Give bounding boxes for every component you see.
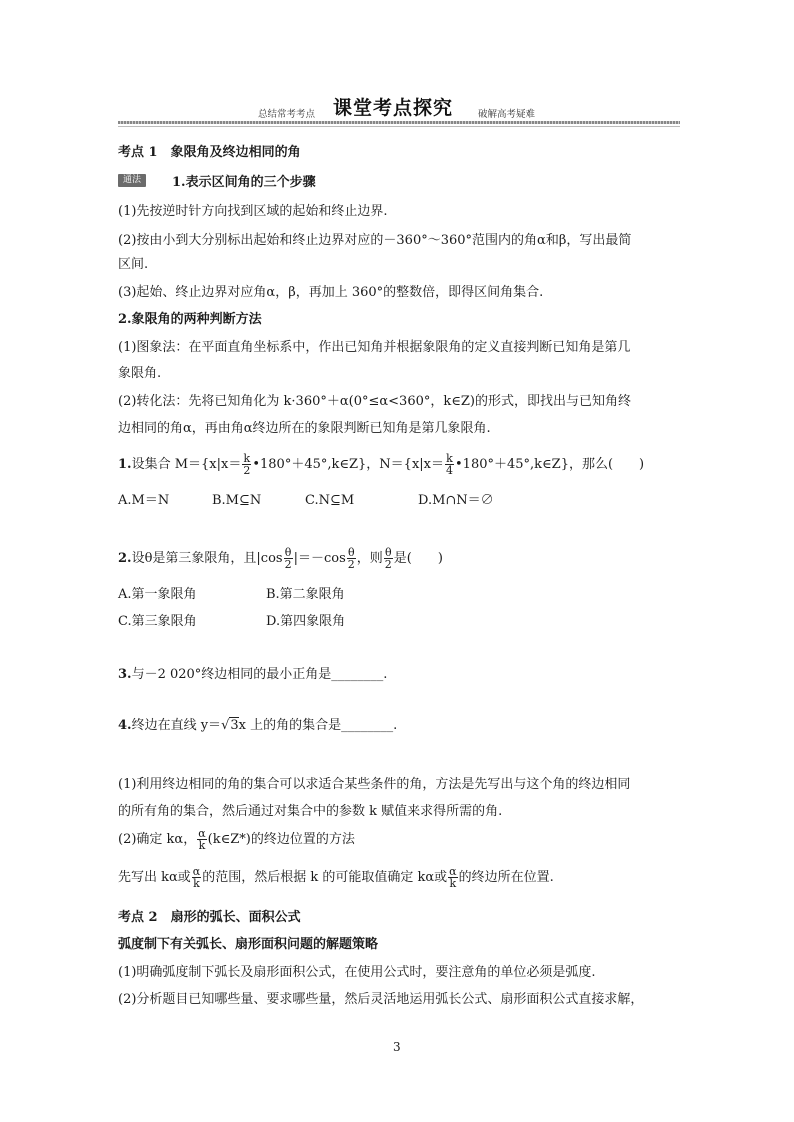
option-a[interactable]: A.M＝N [118,493,170,508]
sqrt-radicand: 3 [230,718,239,733]
fraction [197,828,206,851]
paragraph: (2)按由小到大分别标出起始和终止边界对应的－360°～360°范围内的角α和β，写出最简 [118,233,632,248]
section-title-kd2: 考点 2 扇形的弧长、面积公式 [118,910,301,925]
paragraph-text: 的范围，然后根据 k 的可能取值确定 kα或 [202,870,448,885]
paragraph: 区间. [118,257,149,272]
paragraph: 象限角. [118,366,162,381]
paragraph: (1)利用终边相同的角的集合可以求适合某些条件的角，方法是先写出与这个角的终边相同 [118,777,631,792]
option-d[interactable]: D.M∩N＝∅ [418,493,494,508]
option-b[interactable]: B.第二象限角 [266,587,345,602]
fraction [192,866,201,889]
question-text: |＝－cos [293,551,346,566]
question-text: 终边在直线 y＝ [131,718,222,733]
fraction-denominator: 4 [446,464,453,477]
question-text: x 上的角的集合是________. [238,718,398,733]
question-2 [118,547,443,571]
option-a[interactable]: A.第一象限角 [118,587,197,602]
paragraph: (1)明确弧度制下弧长及扇形面积公式，在使用公式时，要注意角的单位必须是弧度. [118,965,596,980]
paragraph-text: (2)确定 kα， [118,832,197,847]
fraction [448,866,457,889]
fraction-numerator: k [243,452,251,465]
option-b[interactable]: B.M⊆N [212,493,262,508]
sqrt-symbol: √ [221,718,230,733]
paragraph-text: 先写出 kα或 [118,870,191,885]
fraction-denominator: 2 [243,464,251,477]
fraction [384,547,393,570]
subsection-title-1: 1.表示区间角的三个步骤 [172,175,316,190]
header-right-tagline: 破解高考疑难 [478,109,536,120]
question-4 [118,717,397,735]
subsection-title: 弧度制下有关弧长、扇形面积问题的解题策略 [118,937,379,952]
question-number: 1. [118,457,132,472]
header-title: 课堂考点探究 [333,97,454,119]
fraction [347,547,356,570]
question-1 [118,453,644,477]
option-c[interactable]: C.N⊆M [305,493,355,508]
question-text: 与－2 020°终边相同的最小正角是________. [131,667,388,682]
question-text: 是( ) [393,551,443,566]
option-d[interactable]: D.第四象限角 [266,614,346,629]
paragraph: (1)图象法：在平面直角坐标系中，作出已知角并根据象限角的定义直接判断已知角是第几 [118,340,631,355]
paragraph: (2)转化法：先将已知角化为 k·360°＋α(0°≤α<360°，k∈Z)的形式，即找出与已知角终 [118,394,631,409]
fraction [242,453,251,476]
page-number: 3 [393,1040,401,1054]
paragraph: 边相同的角α，再由角α终边所在的象限判断已知角是第几象限角. [118,421,491,436]
section-title-kd1: 考点 1 象限角及终边相同的角 [118,145,301,160]
paragraph: 的所有角的集合，然后通过对集合中的参数 k 赋值来求得所需的角. [118,804,503,819]
fraction-numerator: θ [384,546,392,559]
question-3 [118,666,387,684]
paragraph: (2)分析题目已知哪些量、要求哪些量，然后灵活地运用弧长公式、扇形面积公式直接求解， [118,992,644,1007]
paragraph-text: (k∈Z*)的终边位置的方法 [207,832,355,847]
question-text: •180°＋45°,k∈Z}，那么( ) [455,457,645,472]
question-text: ，则 [356,551,383,566]
paragraph-text: 的终边所在位置. [458,870,554,885]
fraction-denominator: k [449,877,457,890]
fraction-denominator: k [193,877,200,890]
question-number: 2. [118,551,132,566]
fraction-numerator: α [198,827,206,840]
header-left-tagline: 总结常考考点 [258,109,316,120]
question-text: 设θ是第三象限角，且|cos [131,551,283,566]
header-divider [118,121,680,124]
fraction-denominator: k [198,839,206,852]
option-c[interactable]: C.第三象限角 [118,614,197,629]
fraction-denominator: 2 [347,558,355,571]
question-text: •180°＋45°,k∈Z}，N＝{x|x＝ [252,457,444,472]
question-number: 3. [118,667,132,682]
method-badge: 通法 [118,174,146,187]
subsection-title-2: 2.象限角的两种判断方法 [118,312,262,327]
paragraph [118,827,355,853]
paragraph [118,865,554,891]
paragraph: (3)起始、终止边界对应角α，β，再加上 360°的整数倍，即得区间角集合. [118,285,544,300]
question-text: 设集合 M＝{x|x＝ [131,457,242,472]
header-divider-thin [118,126,680,127]
fraction-numerator: α [449,865,457,878]
paragraph: (1)先按逆时针方向找到区域的起始和终止边界. [118,204,388,219]
fraction-numerator: θ [284,546,292,559]
question-number: 4. [118,718,132,733]
fraction-numerator: α [192,865,201,878]
fraction-numerator: k [446,452,453,465]
fraction-denominator: 2 [384,558,392,571]
fraction [445,453,454,476]
fraction-numerator: θ [347,546,355,559]
fraction-denominator: 2 [284,558,292,571]
fraction [284,547,293,570]
